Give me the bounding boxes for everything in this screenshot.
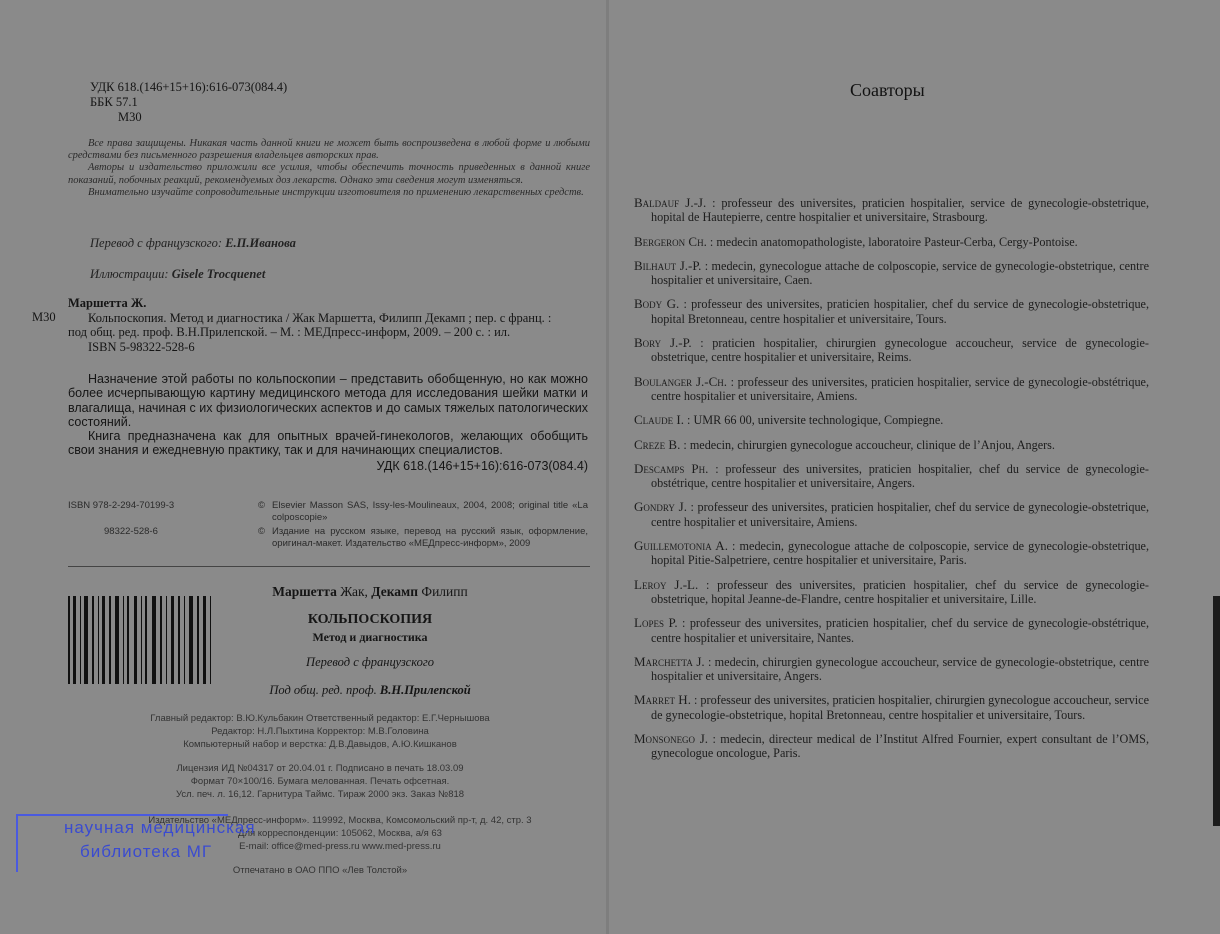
isbn-french: ISBN 978-2-294-70199-3 <box>68 500 175 511</box>
coauthor-entry: Bory J.-P. : praticien hospitalier, chirurgien gynecologue accoucheur, service de gynecologie-obstetrique, centre hospitalier et universitaire, Reims. <box>634 335 1149 365</box>
coauthor-entry: Marchetta J. : medecin, chirurgien gynecologue accoucheur, service de gynecologie-obstetrique, centre hospitalier et universitaire, Angers. <box>634 653 1149 684</box>
rights-paragraph: Все права защищены. Никакая часть данной книги не может быть воспроизведена в любой форме и любыми средствами без письменного разрешения владельцев авторских прав. <box>68 138 590 162</box>
library-stamp: научная медицинская библиотека МГ <box>16 814 236 872</box>
coauthor-entry: Boulanger J.-Ch. : professeur des universites, praticien hospitalier, service de gynecologie-obstétrique, centre hospitalier et universitaire, Amiens. <box>634 373 1149 403</box>
imprint-editor: Под общ. ред. проф. В.Н.Прилепской <box>269 683 471 697</box>
coauthors-list <box>634 196 1149 771</box>
illustration-credit: Иллюстрации: Gisele Trocquenet <box>90 267 266 281</box>
staff-credits: Главный редактор: В.Ю.Кульбакин Ответственный редактор: Е.Г.Чернышова Редактор: Н.Л.Пыхтина Корректор: М.В.Головина Компьютерный набор и верстка: Д.В.Давыдов, А.Ю.Кишканов <box>150 713 490 750</box>
divider <box>68 566 590 567</box>
coauthor-entry: Body G. : professeur des universites, praticien hospitalier, chef du service de gynecologie-obstetrique, hopital Bretonneau, centre hospitalier et universitaire, Tours. <box>634 296 1150 326</box>
margin-author-mark: М30 <box>32 310 56 324</box>
printer-info: Отпечатано в ОАО ППО «Лев Толстой» <box>232 865 408 876</box>
udk-code: УДК 618.(146+15+16):616-073(084.4) <box>90 80 288 94</box>
imprint-authors: Маршетта Жак, Декамп Филипп <box>272 584 468 599</box>
coauthor-entry: Creze B. : medecin, chirurgien gynecologue accoucheur, clinique de l’Anjou, Angers. <box>634 436 1055 452</box>
translator-name: Е.П.Иванова <box>225 236 296 250</box>
coauthor-entry: Marret H. : professeur des universites, praticien hospitalier, chirurgien gynecologue accoucheur, service de gynecologie-obstetrique, hopital Bretonneau, centre hospitalier et universitaire, Tours. <box>634 692 1149 722</box>
book-gutter <box>606 0 609 934</box>
license-info: Лицензия ИД №04317 от 20.04.01 г. Подписано в печать 18.03.09 Формат 70×100/16. Бумага мелованная. Печать офсетная. Усл. печ. л. 16,12. Гарнитура Таймс. Тираж 2000 экз. Заказ №818 <box>175 763 465 800</box>
coauthor-entry: Baldauf J.-J. : professeur des universites, praticien hospitalier, service de gynecologie-obstetrique, hopital de Hautepierre, centre hospitalier et universitaire, Strasbourg. <box>634 195 1149 225</box>
coauthor-entry: Bergeron Ch. : medecin anatomopathologiste, laboratoire Pasteur-Cerba, Cergy-Pontoise. <box>634 233 1078 249</box>
coauthor-entry: Descamps Ph. : professeur des universites, praticien hospitalier, chef du service de gynecologie-obstétrique, centre hospitalier et universitaire, Angers. <box>634 460 1149 491</box>
coauthor-entry: Bilhaut J.-P. : medecin, gynecologue attache de colposcopie, service de gynecologie-obstetrique, centre hospitalier et universitaire, Caen. <box>634 257 1149 288</box>
coauthor-entry: Monsonego J. : medecin, directeur medical de l’Institut Alfred Fournier, expert consultant de l’OMS, gynecologue oncologue, Paris. <box>634 731 1149 761</box>
record-title-line: Кольпоскопия. Метод и диагностика / Жак Маршетта, Филипп Декамп ; пер. с франц. : <box>88 310 552 325</box>
coauthor-entry: Gondry J. : professeur des universites, praticien hospitalier, chef du service de gynecologie-obstetrique, centre hospitalier et universitaire, Amiens. <box>634 499 1150 529</box>
illustrator-name: Gisele Trocquenet <box>171 267 266 281</box>
bbk-code: ББК 57.1 <box>90 95 138 109</box>
annotation-paragraph: Назначение этой работы по кольпоскопии – представить обобщенную, но как можно более исчерпывающую картину медицинского метода для исследования шейки матки и влагалища, начиная с их физиологических аспектов и до самых тяжелых патологических состояний. <box>68 372 588 429</box>
coauthor-entry: Leroy J.-L. : professeur des universites, praticien hospitalier, chef du service de gynecologie-obstetrique, hopital Jeanne-de-Flandre, centre hospitalier et universitaire, Lille. <box>634 576 1149 606</box>
rights-notice <box>68 138 590 199</box>
classification-block <box>90 80 287 125</box>
page-edge-shadow <box>1213 596 1220 826</box>
coauthor-entry: Lopes P. : professeur des universites, praticien hospitalier, chef du service de gynecologie-obstétrique, centre hospitalier et universitaire, Nantes. <box>634 615 1149 645</box>
publisher-info: Издательство «МЕДпресс-информ». 119992, Москва, Комсомольский пр-т, д. 42, стр. 3 Для корреспонденции: 105062, Москва, а/я 63 E-mail: office@med-press.ru www.med-press.ru <box>148 815 532 852</box>
coauthors-title: Соавторы <box>850 80 925 100</box>
copyright-french: Elsevier Masson SAS, Issy-les-Moulineaux, 2004, 2008; original title «La colposcopie» <box>272 500 588 523</box>
imprint-title: КОЛЬПОСКОПИЯ <box>307 612 433 627</box>
record-isbn: ISBN 5-98322-528-6 <box>88 339 195 354</box>
rights-paragraph: Внимательно изучайте сопроводительные инструкции изготовителя по применению лекарственных средств. <box>88 186 584 198</box>
copyright-icon: © <box>258 500 265 511</box>
author-mark: М30 <box>118 110 142 124</box>
udk-footer: УДК 618.(146+15+16):616-073(084.4) <box>376 458 588 473</box>
imprint-translated: Перевод с французского <box>306 655 434 669</box>
translation-credit: Перевод с французского: Е.П.Иванова <box>90 236 296 250</box>
imprint-subtitle: Метод и диагностика <box>312 630 428 644</box>
record-imprint-line: под общ. ред. проф. В.Н.Прилепской. – М. : МЕДпресс-информ, 2009. – 200 с. : ил. <box>68 325 511 339</box>
annotation <box>68 372 588 473</box>
rights-paragraph: Авторы и издательство приложили все усилия, чтобы обеспечить точность приведенных в данной книге показаний, побочных реакций, рекомендуемых доз лекарств. Однако эти сведения могут изменяться. <box>68 162 590 186</box>
bibliographic-record <box>32 296 592 354</box>
coauthor-entry: Claude I. : UMR 66 00, universite technologique, Compiegne. <box>634 412 944 428</box>
record-author: Маршетта Ж. <box>68 296 147 310</box>
coauthor-entry: Guillemotonia A. : medecin, gynecologue attache de colposcopie, service de gynecologie-obstetrique, hopital Pitie-Salpetriere, centre hospitalier et universitaire, Paris. <box>634 538 1149 568</box>
copyright-icon: © <box>258 526 265 537</box>
copyright-russian: Издание на русском языке, перевод на русский язык, оформление, оригинал-макет. Издательство «МЕДпресс-информ», 2009 <box>272 526 588 549</box>
annotation-paragraph: Книга предназначена как для опытных врачей-гинекологов, желающих обобщить свои знания и ежедневную практику, так и для начинающих специалистов. <box>68 429 588 458</box>
isbn-russian: 98322-528-6 <box>104 526 158 537</box>
barcode <box>68 596 218 684</box>
